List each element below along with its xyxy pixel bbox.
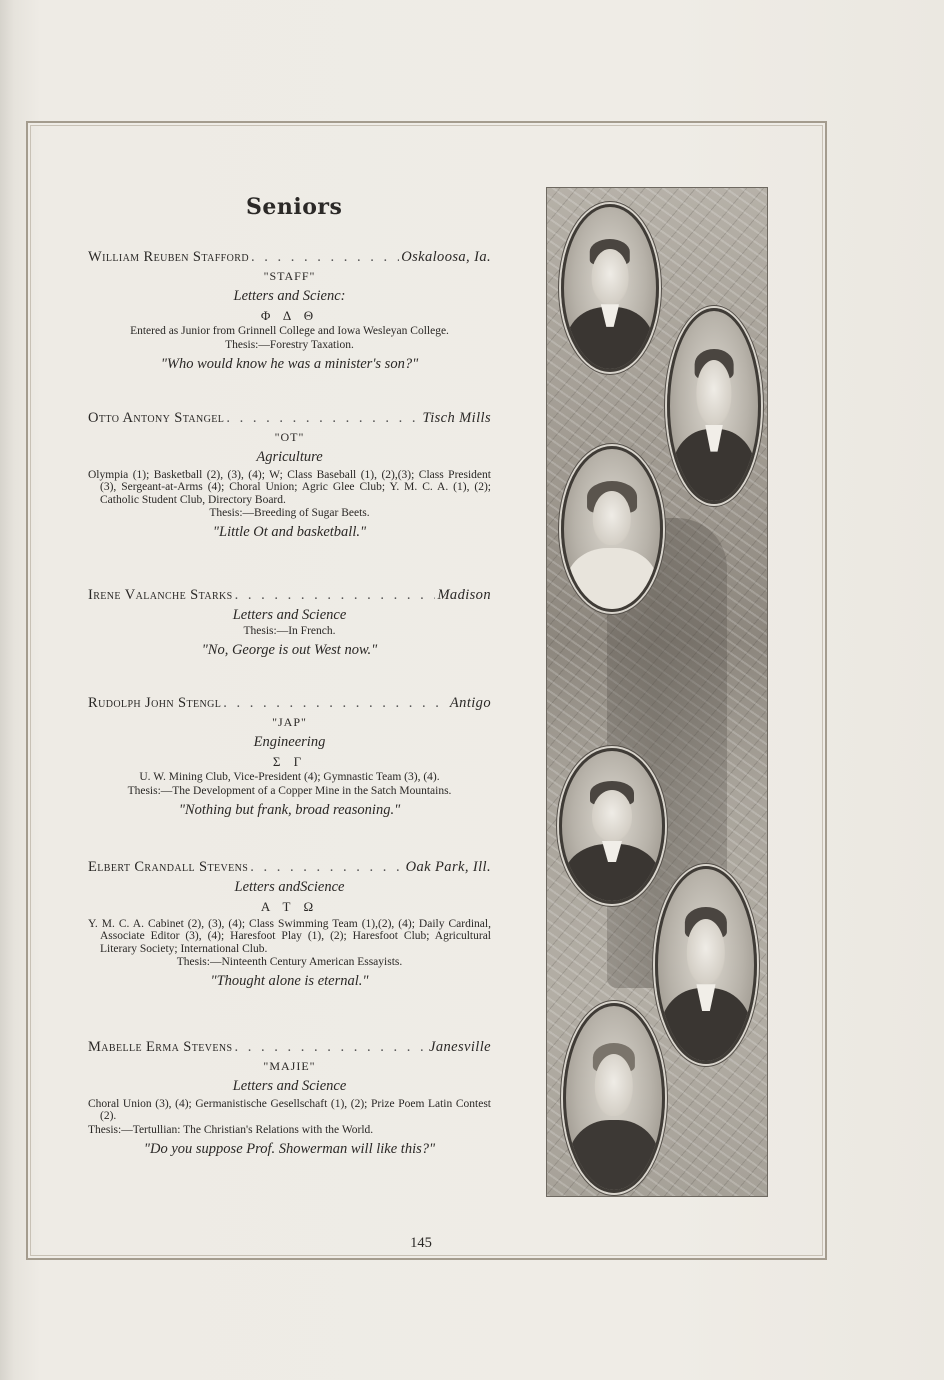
leader-dots [223, 694, 448, 712]
quote: "No, George is out West now." [201, 642, 378, 658]
nickname: "OT" [274, 430, 305, 444]
activities: U. W. Mining Club, Vice-President (4); Gymnastic Team (3), (4). [139, 771, 440, 783]
name-line [88, 586, 491, 604]
quote: "Thought alone is eternal." [210, 972, 369, 989]
leader-dots [235, 1038, 428, 1056]
hometown: Tisch Mills [422, 410, 491, 426]
quote: "Who would know he was a minister's son?" [160, 356, 419, 372]
quote: "Do you suppose Prof. Showerman will like this?" [143, 1140, 436, 1157]
page-number: 145 [410, 1235, 432, 1251]
leader-dots [251, 248, 399, 266]
thesis: Thesis:—Ninteenth Century American Essayists. [176, 955, 403, 968]
name-line [88, 694, 491, 712]
portrait-strip [546, 187, 768, 1197]
hometown: Oskaloosa, Ia. [401, 249, 491, 265]
portrait-mabelle-stevens [563, 1003, 665, 1193]
course: Letters andScience [234, 879, 345, 895]
name-line [88, 1038, 491, 1056]
nickname: "JAP" [272, 715, 307, 729]
leader-dots [250, 858, 403, 876]
senior-entry-stangel [88, 409, 491, 541]
course: Letters and Science [232, 607, 347, 623]
fraternity: Φ Δ Θ [260, 308, 319, 323]
portrait-starks [561, 446, 663, 612]
fraternity: Σ Γ [272, 754, 307, 769]
course: Engineering [253, 734, 326, 750]
senior-entry-elbert-stevens [88, 858, 491, 990]
senior-name: William Reuben Stafford [88, 249, 249, 265]
thesis: Thesis:—Breeding of Sugar Beets. [209, 506, 370, 519]
senior-entry-stengl [88, 694, 491, 819]
nickname: "STAFF" [263, 269, 316, 283]
nickname: "MAJIE" [263, 1059, 316, 1073]
thesis: Thesis:—Forestry Taxation. [225, 339, 354, 351]
leader-dots [235, 586, 436, 604]
portrait-stafford [561, 204, 659, 372]
leader-dots [226, 409, 420, 427]
activities: Olympia (1); Basketball (2), (3), (4); W; Class Baseball (1), (2),(3); Class President (3), Sergeant-at-Arms (4); Choral Union; Agric Glee Club; Y. M. C. A. (1), (2); Catholic Student Club, Directory Board. [88, 469, 491, 506]
senior-entry-stafford [88, 248, 491, 373]
portrait-stengl [559, 748, 665, 904]
name-line [88, 858, 491, 876]
senior-name: Otto Antony Stangel [88, 410, 225, 426]
fraternity: Α Τ Ω [260, 899, 319, 914]
thesis: Thesis:—The Development of a Copper Mine in the Satch Mountains. [127, 785, 452, 797]
senior-entry-mabelle-stevens [88, 1038, 491, 1158]
hometown: Janesville [429, 1039, 491, 1055]
hometown: Oak Park, Ill. [405, 859, 491, 875]
name-line [88, 409, 491, 427]
portrait-elbert-stevens [655, 866, 757, 1064]
senior-name: Mabelle Erma Stevens [88, 1039, 233, 1055]
thesis: Thesis:—Tertullian: The Christian's Relations with the World. [88, 1123, 374, 1136]
portrait-stangel [667, 308, 761, 504]
activities: Y. M. C. A. Cabinet (2), (3), (4); Class Swimming Team (1),(2), (4); Daily Cardinal, Associate Editor (3), (4); Haresfoot Play (1), (2); Haresfoot Club; Agricultural Literary Society; International Club. [88, 918, 491, 955]
page-heading: Seniors [246, 194, 343, 220]
activities: Entered as Junior from Grinnell College and Iowa Wesleyan College. [130, 325, 449, 337]
hometown: Antigo [449, 695, 491, 711]
quote: "Nothing but frank, broad reasoning." [178, 802, 401, 818]
name-line [88, 248, 491, 266]
course: Letters and Science [232, 1078, 347, 1094]
hometown: Madison [437, 587, 491, 603]
senior-name: Elbert Crandall Stevens [88, 859, 249, 875]
course: Agriculture [256, 449, 323, 465]
activities: Choral Union (3), (4); Germanistische Gesellschaft (1), (2); Prize Poem Latin Contest (2). [88, 1098, 491, 1123]
course: Letters and Scienc: [233, 288, 346, 304]
thesis: Thesis:—In French. [243, 625, 336, 637]
senior-entry-starks [88, 586, 491, 659]
quote: "Little Ot and basketball." [212, 523, 367, 540]
senior-name: Rudolph John Stengl [88, 695, 222, 711]
senior-name: Irene Valanche Starks [88, 587, 233, 603]
